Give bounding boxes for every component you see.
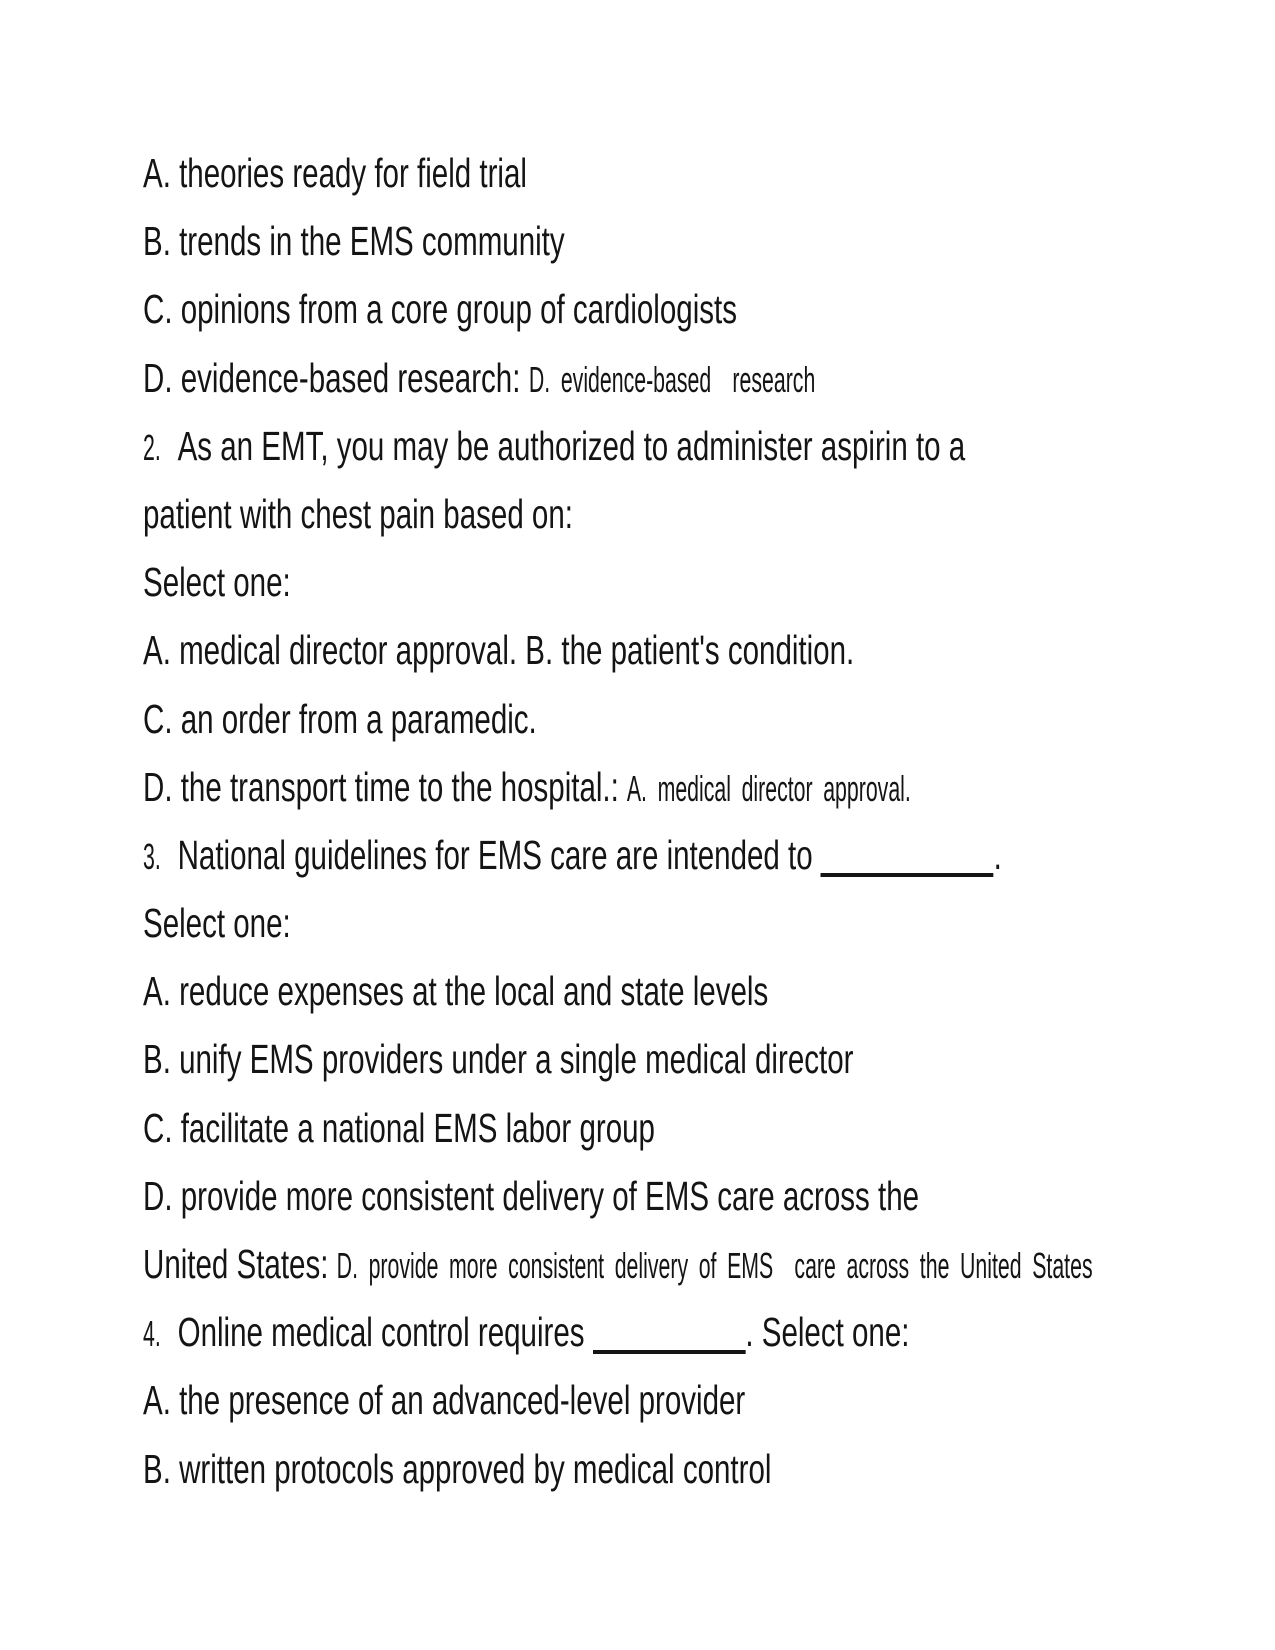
fill-in-blank-line [821, 873, 994, 877]
quiz-line-text: B. written protocols approved by medical control [143, 1445, 772, 1492]
q1-option-b [143, 207, 1275, 275]
answer-annotation-text: A. medical director approval. [627, 767, 912, 809]
quiz-line-text: National guidelines for EMS care are intended to [177, 831, 821, 878]
quiz-line-text: D. evidence-based research: [143, 354, 529, 401]
q2-text-line-1 [143, 412, 1275, 480]
answer-annotation-text: 2. [143, 426, 172, 468]
quiz-line-text: As an EMT, you may be authorized to administer aspirin to a [177, 422, 966, 469]
quiz-line-text: Online medical control requires [177, 1309, 593, 1356]
quiz-line-text: D. the transport time to the hospital.: [143, 763, 628, 810]
q2-options-a-b [143, 616, 1275, 684]
quiz-line-text: D. provide more consistent delivery of EMS care across the [143, 1172, 920, 1219]
quiz-line-text: A. medical director approval. B. the patient's condition. [143, 627, 855, 674]
q3-text [143, 821, 1275, 889]
q4-option-a [143, 1366, 1275, 1434]
fill-in-blank-line [593, 1350, 746, 1354]
quiz-line-text: B. unify EMS providers under a single medical director [143, 1036, 854, 1083]
quiz-line-text: United States: [143, 1241, 337, 1287]
q4-option-b [143, 1435, 1275, 1503]
q3-select-one [143, 889, 1275, 957]
quiz-line-text: . [993, 831, 1002, 878]
q3-option-b [143, 1025, 1275, 1093]
answer-annotation-text: D. evidence-based research [528, 358, 815, 400]
answer-annotation-text: D. provide more consistent delivery of EMS care across the United States [336, 1245, 1093, 1286]
q1-option-c [143, 275, 1275, 343]
quiz-line-text: A. theories ready for field trial [143, 150, 527, 196]
quiz-line-text: . Select one: [745, 1309, 910, 1356]
q3-option-d-line-1 [143, 1162, 1275, 1230]
quiz-line-text: patient with chest pain based on: [143, 490, 573, 537]
q2-option-d-and-answer [143, 753, 1275, 821]
quiz-line-text: C. opinions from a core group of cardiologists [143, 286, 737, 333]
q1-option-a [143, 139, 1275, 207]
quiz-line-text: Select one: [143, 559, 291, 606]
quiz-line-text: B. trends in the EMS community [143, 218, 565, 265]
answer-annotation-text: 3. [143, 835, 172, 877]
q2-select-one [143, 548, 1275, 616]
q3-option-a [143, 957, 1275, 1025]
answer-annotation-text: 4. [143, 1313, 172, 1355]
quiz-line-text: A. the presence of an advanced-level provider [143, 1377, 746, 1424]
quiz-line-text: C. facilitate a national EMS labor group [143, 1104, 655, 1151]
q4-text [143, 1298, 1275, 1366]
q1-option-d-and-answer [143, 344, 1275, 412]
quiz-line-text: Select one: [143, 900, 291, 947]
quiz-line-text: C. an order from a paramedic. [143, 695, 537, 742]
q3-option-d-line-2-and-answer [143, 1230, 1275, 1298]
quiz-line-text: A. reduce expenses at the local and state levels [143, 968, 769, 1015]
q2-text-line-2 [143, 480, 1275, 548]
q2-option-c [143, 685, 1275, 753]
q3-option-c [143, 1094, 1275, 1162]
